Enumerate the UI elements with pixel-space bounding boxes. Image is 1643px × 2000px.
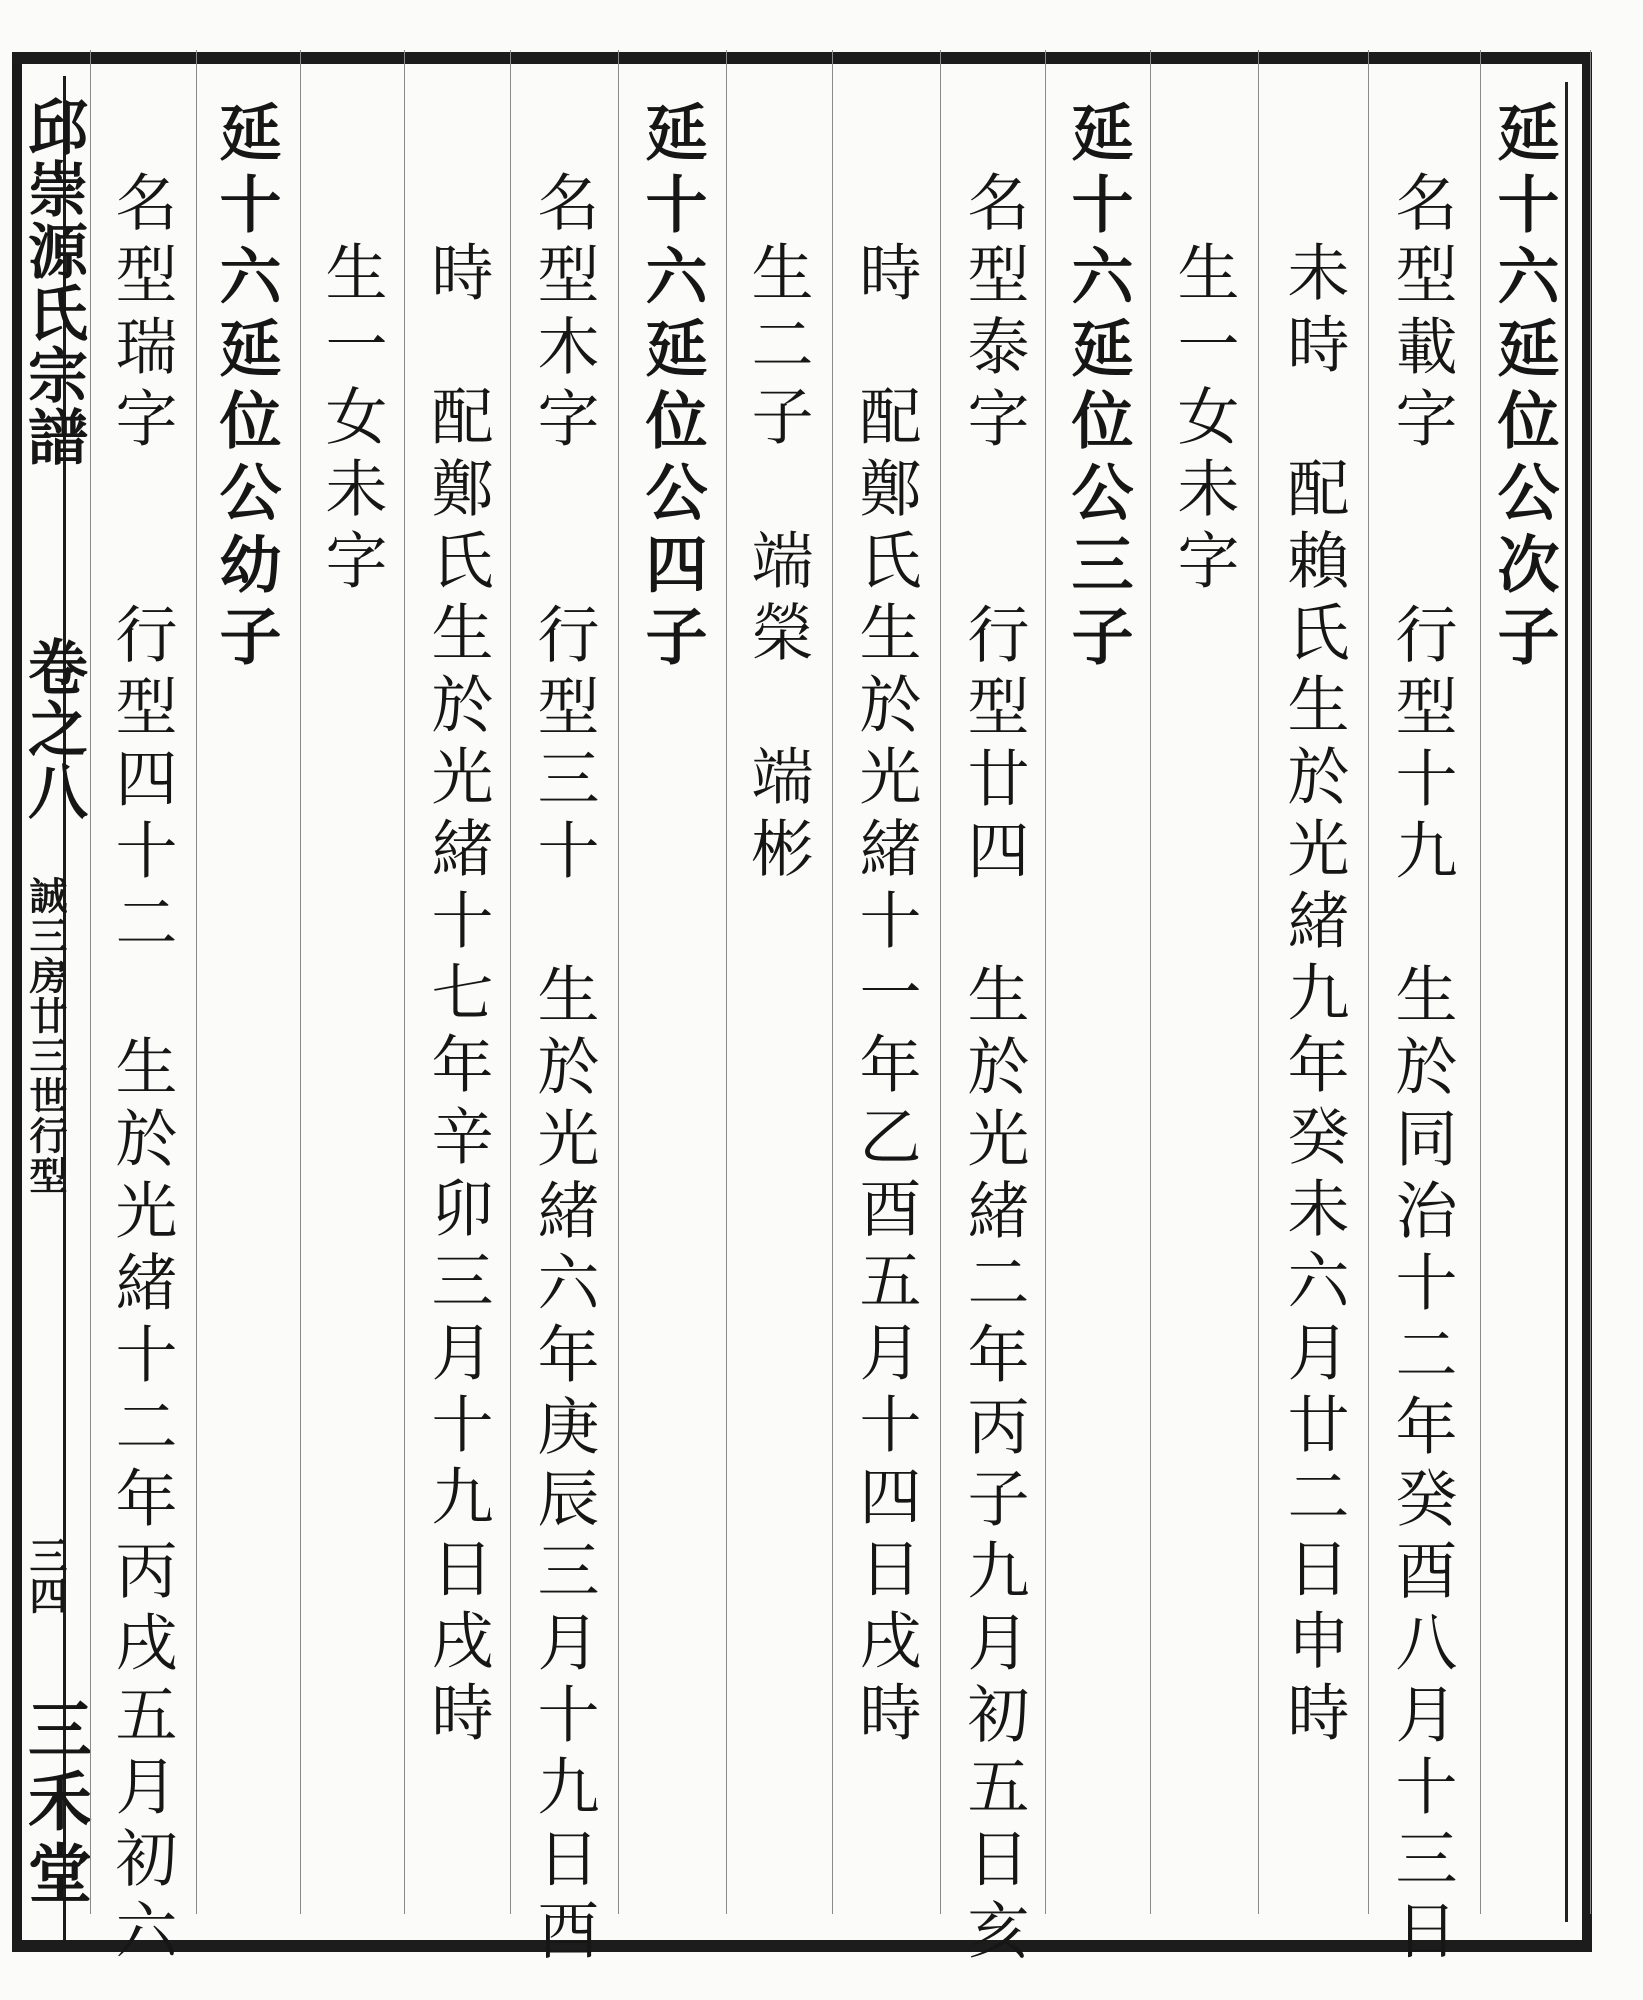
- column-rule: [832, 50, 833, 1914]
- entry-line: 名型泰字 行型廿四 生於光緒二年丙子九月初五日亥: [957, 170, 1030, 1970]
- column-rule: [1150, 50, 1151, 1914]
- column-rule: [1258, 50, 1259, 1914]
- column-rule: [726, 50, 727, 1914]
- heading-youngest-son: 延十六延位公幼子: [209, 100, 282, 676]
- column-rule: [510, 50, 511, 1914]
- column-rule: [1045, 50, 1046, 1914]
- heading-third-son: 延十六延位公三子: [1061, 100, 1134, 676]
- column-rule: [196, 50, 197, 1914]
- column-rule: [90, 50, 91, 1914]
- entry-line: 名型木字 行型三十 生於光緒六年庚辰三月十九日酉: [527, 170, 600, 1970]
- column-rule: [1590, 50, 1591, 1914]
- entry-line: 未時 配賴氏生於光緒九年癸未六月廿二日申時: [1277, 240, 1350, 1752]
- page-number: 三四: [23, 1536, 68, 1616]
- spine-hall-name: 三禾堂: [17, 1696, 92, 1912]
- entry-line: 生二子 端榮 端彬: [741, 240, 814, 888]
- entry-line: 生一女未字: [1167, 240, 1240, 600]
- column-rule: [1368, 50, 1369, 1914]
- column-rule: [300, 50, 301, 1914]
- column-rule: [404, 50, 405, 1914]
- entry-line: 名型載字 行型十九 生於同治十二年癸酉八月十三日: [1385, 170, 1458, 1970]
- spine-band: [10, 76, 92, 1952]
- spine-section: 誠三房廿三世行型: [23, 876, 68, 1196]
- entry-line: 時 配鄭氏生於光緒十一年乙酉五月十四日戌時: [849, 240, 922, 1752]
- column-rule: [940, 50, 941, 1914]
- column-rule: [618, 50, 619, 1914]
- column-rule: [1480, 50, 1481, 1914]
- heading-fourth-son: 延十六延位公四子: [635, 100, 708, 676]
- heading-second-son: 延十六延位公次子: [1487, 100, 1560, 676]
- entry-line: 名型瑞字 行型四十二 生於光緒十二年丙戌五月初六: [105, 170, 178, 1970]
- entry-line: 時 配鄭氏生於光緒十七年辛卯三月十九日戌時: [421, 240, 494, 1752]
- spine-title: 邱崇源氏宗譜: [18, 96, 88, 468]
- entry-line: 生一女未字: [315, 240, 388, 600]
- spine-volume: 卷之八: [18, 636, 88, 822]
- inner-border-rule: [1565, 82, 1568, 1922]
